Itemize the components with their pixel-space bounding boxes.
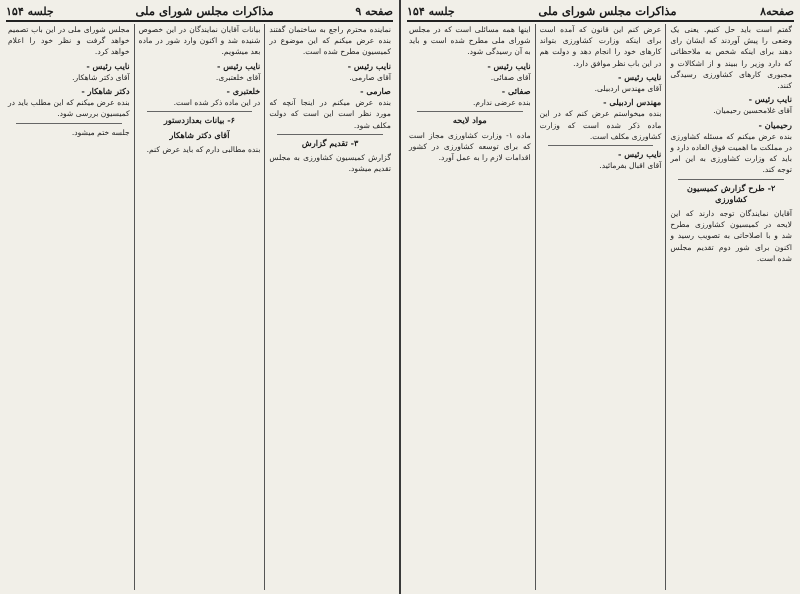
divider: [678, 179, 784, 180]
paragraph: گفتم است باید حل کنیم. یعنی یک وضعی را پیش آوردند که ایشان رای دهند برای اینکه شخص به ملاحظاتی که دارد وزیر را ببیند و از اشکالات و مجبوری کارهای کشاورزی رسیدگی کنند.: [670, 25, 792, 91]
speaker-label: دکتر شاهکار -: [81, 86, 130, 97]
speech-text: بنده عرض میکنم که این مطلب باید در کمیسیون بررسی شود.: [7, 98, 130, 119]
divider: [417, 111, 523, 112]
speech-text: آقای غلامحسین رحیمیان.: [713, 106, 792, 116]
speech-text: بنده عرض میکنم که مسئله کشاورزی در مملکت ما اهمیت فوق العاده دارد و باید که وزارت کشاورزی به این امر توجه کند.: [670, 131, 792, 175]
left-page-columns: [4, 24, 395, 590]
paragraph: عرض کنم این قانون که آمده است برای اینکه وزارت کشاورزی بتواند کارهای خود را انجام دهد و دولت هم در این باب نظر موافق دارد.: [539, 25, 662, 68]
speech-text: بنده عرض میکنم در اینجا آنچه که مورد نظر است این است که دولت مکلف شود.: [269, 98, 391, 130]
left-page-header: [6, 2, 393, 22]
paragraph: بنده مطالبی دارم که باید عرض کنم.: [146, 144, 261, 154]
right-column-1: [665, 24, 796, 590]
paragraph: ماده ۱- وزارت کشاورزی مجاز است که برای توسعه کشاورزی در کشور اقدامات لازم را به عمل آورد.: [408, 130, 531, 163]
divider: [548, 145, 654, 146]
right-page-header: [407, 2, 794, 22]
speaker-label: صارمی -: [360, 86, 391, 97]
speaker-label: صفائی -: [501, 86, 531, 97]
right-page-columns: [405, 24, 796, 590]
paragraph: جلسه ختم میشود.: [71, 127, 130, 137]
section-heading: ۶- بیانات بعدازدستور: [163, 115, 236, 126]
right-page-number: صفحه۸: [760, 4, 794, 18]
left-page-title: مذاکرات مجلس شورای ملی: [135, 4, 274, 18]
section-subheading: آقای دکتر شاهکار: [169, 129, 230, 140]
paragraph: بیانات آقایان نمایندگان در این خصوص شنیده شد و اکنون وارد شور در ماده بعد میشویم.: [138, 25, 261, 57]
left-column-3: [4, 24, 134, 590]
speech-text: آقای خلعتبری.: [215, 72, 261, 82]
right-column-2: [535, 24, 666, 590]
left-column-1: [264, 24, 395, 590]
divider: [16, 123, 122, 124]
speaker-label: نایب رئیس -: [617, 149, 662, 160]
speech-text: بنده عرضی ندارم.: [472, 98, 531, 108]
divider: [147, 111, 253, 112]
speech-text: آقای صفائی.: [490, 72, 531, 82]
speaker-label: نایب رئیس -: [617, 71, 662, 82]
left-page-number: صفحه ۹: [355, 4, 393, 18]
right-page-session: جلسه ۱۵۴: [407, 4, 455, 18]
speech-text: آقای صارمی.: [349, 72, 391, 82]
paragraph: اینها همه مسائلی است که در مجلس شورای ملی مطرح شده است و باید به آن رسیدگی شود.: [408, 25, 531, 57]
speech-text: آقای اقبال بفرمائید.: [599, 161, 662, 171]
section-heading: ۳- تقدیم گزارش: [301, 137, 359, 148]
right-page: [401, 0, 800, 594]
speaker-label: نایب رئیس -: [347, 60, 391, 71]
paragraph: نماینده محترم راجع به ساختمان گفتند بنده عرض میکنم که این موضوع در کمیسیون مطرح شده است.: [269, 25, 391, 57]
speech-text: بنده میخواستم عرض کنم که در این ماده ذکر شده است که وزارت کشاورزی مکلف است.: [539, 109, 662, 141]
paragraph: مجلس شورای ملی در این باب تصمیم خواهد گرفت و نظر خود را اعلام خواهد کرد.: [7, 25, 130, 57]
right-column-3: [405, 24, 535, 590]
speech-text: در این ماده ذکر شده است.: [173, 98, 261, 108]
speech-text: آقای دکتر شاهکار.: [72, 72, 130, 82]
speaker-label: نایب رئیس -: [487, 60, 531, 71]
divider: [277, 134, 383, 135]
speaker-label: نایب رئیس -: [86, 60, 130, 71]
speaker-label: نایب رئیس -: [748, 94, 792, 105]
left-column-2: [134, 24, 265, 590]
paragraph: آقایان نمایندگان توجه دارند که این لایحه در کمیسیون کشاورزی مطرح شد و با اصلاحاتی به تصویب رسید و اکنون برای شور دوم تقدیم مجلس شده است.: [670, 209, 792, 263]
speaker-label: مهندس اردبیلی -: [603, 97, 662, 108]
speech-text: آقای مهندس اردبیلی.: [594, 84, 662, 94]
right-page-title: مذاکرات مجلس شورای ملی: [538, 4, 677, 18]
paragraph: گزارش کمیسیون کشاورزی به مجلس تقدیم میشود.: [269, 153, 391, 174]
section-heading: ۲- طرح گزارش کمیسیون کشاورزی: [686, 182, 776, 204]
speaker-label: نایب رئیس -: [216, 60, 261, 71]
speaker-label: رحیمیان -: [758, 119, 792, 130]
speaker-label: خلعتبری -: [226, 86, 261, 97]
left-page-session: جلسه ۱۵۴: [6, 4, 54, 18]
section-heading: مواد لایحه: [452, 115, 487, 126]
